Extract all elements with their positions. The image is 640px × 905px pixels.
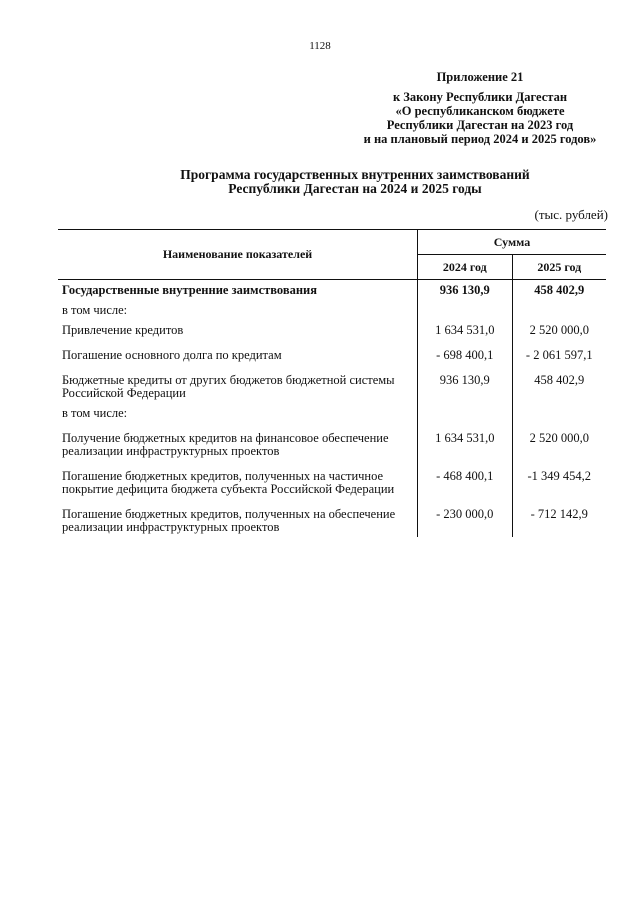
row-value-2025: -1 349 454,2: [512, 466, 606, 504]
row-name: Получение бюджетных кредитов на финансовое обеспечение реализации инфраструктурных проектов: [62, 431, 389, 458]
header-name: Наименование показателей: [58, 230, 418, 280]
row-value-2024: - 468 400,1: [418, 466, 512, 504]
row-value-2024: [418, 403, 512, 428]
header-2024: 2024 год: [418, 255, 512, 280]
appendix-line-2: «О республиканском бюджете: [395, 104, 565, 118]
row-value-2025: 2 520 000,0: [512, 320, 606, 345]
appendix-line-3: Республики Дагестан на 2023 год: [386, 118, 574, 132]
row-value-2024: [418, 300, 512, 320]
row-value-2024: 936 130,9: [418, 370, 512, 403]
row-value-2025: [512, 403, 606, 428]
row-name: Погашение бюджетных кредитов, полученных на частичное покрытие дефицита бюджета субъекта Российской Федерации: [62, 469, 395, 496]
header-sum: Сумма: [418, 230, 606, 255]
row-name: Привлечение кредитов: [62, 323, 184, 337]
row-name: Погашение основного долга по кредитам: [62, 348, 282, 362]
row-value-2025: 458 402,9: [512, 370, 606, 403]
row-value-2024: - 698 400,1: [418, 345, 512, 370]
header-2025: 2025 год: [512, 255, 606, 280]
row-value-2025: - 2 061 597,1: [512, 345, 606, 370]
row-value-2025: - 712 142,9: [512, 504, 606, 537]
table-row: [58, 370, 606, 403]
appendix-line-4: и на плановый период 2024 и 2025 годов»: [363, 132, 597, 146]
row-value-2024: - 230 000,0: [418, 504, 512, 537]
row-name: Бюджетные кредиты от других бюджетов бюджетной системы Российской Федерации: [62, 373, 395, 400]
title-line-2: Республики Дагестан на 2024 и 2025 годы: [228, 181, 482, 196]
table-row: [58, 345, 606, 370]
units-label: (тыс. рублей): [534, 207, 608, 222]
row-value-2025: 2 520 000,0: [512, 428, 606, 466]
row-name: Погашение бюджетных кредитов, полученных на обеспечение реализации инфраструктурных проектов: [62, 507, 396, 534]
row-name: Государственные внутренние заимствования: [62, 283, 318, 297]
document-title: [120, 168, 590, 196]
title-line-1: Программа государственных внутренних заимствований: [180, 167, 530, 182]
row-value-2024: 1 634 531,0: [418, 428, 512, 466]
row-name: в том числе:: [62, 406, 128, 420]
row-value-2025: [512, 300, 606, 320]
borrowing-table: [58, 229, 606, 537]
row-value-2024: 1 634 531,0: [418, 320, 512, 345]
appendix-line-1: к Закону Республики Дагестан: [392, 90, 568, 104]
table-row: [58, 466, 606, 504]
page-number: 1128: [309, 40, 331, 52]
row-value-2024: 936 130,9: [418, 280, 512, 301]
table-row: [58, 300, 606, 320]
table-row: [58, 504, 606, 537]
table-row: [58, 428, 606, 466]
table-row: [58, 280, 606, 301]
table-row: [58, 320, 606, 345]
appendix-heading: Приложение 21: [436, 70, 524, 84]
row-value-2025: 458 402,9: [512, 280, 606, 301]
table-row: [58, 403, 606, 428]
appendix-block: [330, 70, 630, 146]
row-name: в том числе:: [62, 303, 128, 317]
